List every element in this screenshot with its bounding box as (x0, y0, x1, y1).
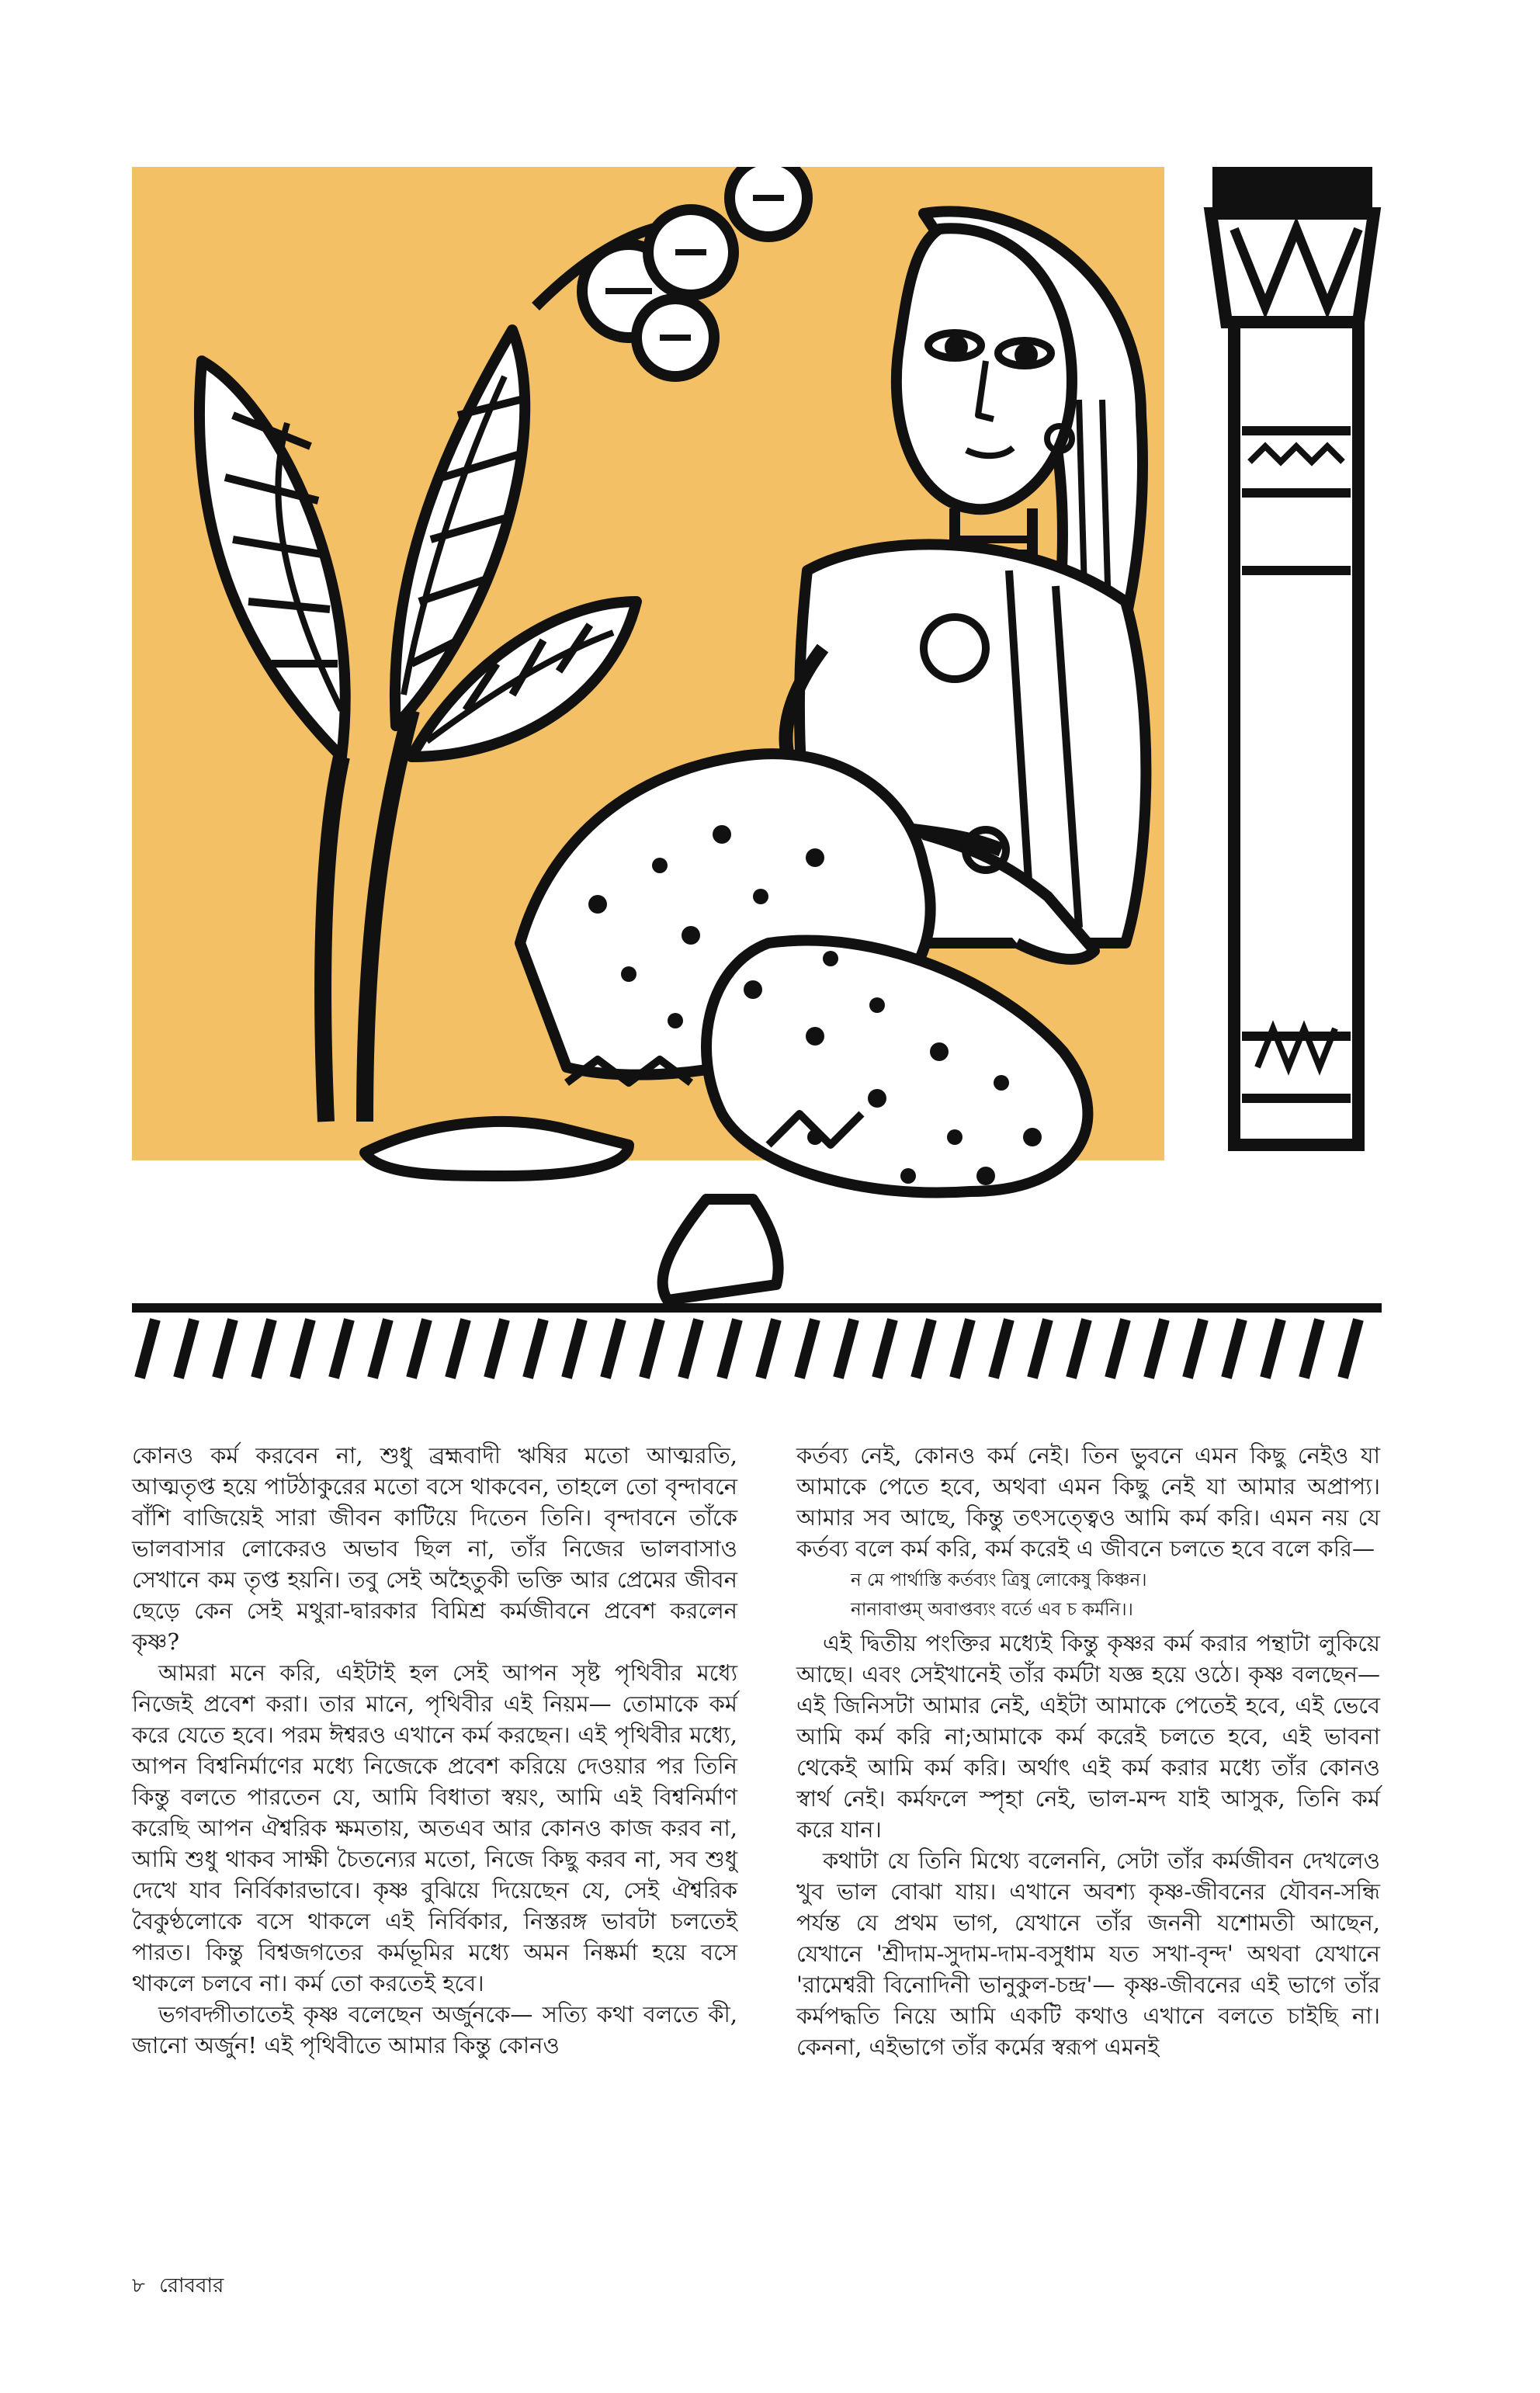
illustration-art (132, 167, 1382, 1386)
page-footer (132, 2274, 224, 2298)
verse-line-1: ন মে পার্থাস্তি কর্তব্যং ত্রিষু লোকেষু কিঞ্চন। (851, 1570, 1147, 1590)
gita-verse (796, 1566, 1380, 1625)
left-paragraph-1: কোনও কর্ম করবেন না, শুধু ব্রহ্মবাদী ঋষির মতো আত্মরতি, আত্মতৃপ্ত হয়ে পাটঠাকুরের মতো বসে থাকবেন, তাহলে তো বৃন্দাবনে বাঁশি বাজিয়েই সারা জীবন কাটিয়ে দিতেন তিনি। বৃন্দাবনে তাঁকে ভালবাসার লোকেরও অভাব ছিল না, তাঁর নিজের ভালবাসাও সেখানে কম তৃপ্ত হয়নি। তবু সেই অহৈতুকী ভক্তি আর প্রেমের জীবন ছেড়ে কেন সেই মথুরা-দ্বারকার বিমিশ্র কর্মজীবনে প্রবেশ করলেন কৃষ্ণ? (132, 1442, 737, 1655)
left-paragraph-2: আমরা মনে করি, এইটাই হল সেই আপন সৃষ্ট পৃথিবীর মধ্যে নিজেই প্রবেশ করা। তার মানে, পৃথিবীর এই নিয়ম— তোমাকে কর্ম করে যেতে হবে। পরম ঈশ্বরও এখানে কর্ম করছেন। এই পৃথিবীর মধ্যে, আপন বিশ্বনির্মাণের মধ্যে নিজেকে প্রবেশ করিয়ে দেওয়ার পর তিনি কিন্তু বলতে পারতেন যে, আমি বিধাতা স্বয়ং, আমি এই বিশ্বনির্মাণ করেছি আপন ঐশ্বরিক ক্ষমতায়, অতএব আর কোনও কাজ করব না, আমি শুধু থাকব সাক্ষী চৈতন্যের মতো, নিজে কিছু করব না, সব শুধু দেখে যাব নির্বিকারভাবে। কৃষ্ণ বুঝিয়ে দিয়েছেন যে, সেই ঐশ্বরিক বৈকুণ্ঠলোকে বসে থাকলে এই নির্বিকার, নিস্তরঙ্গ ভাবটা চলতেই পারত। কিন্তু বিশ্বজগতের কর্মভূমির মধ্যে অমন নিষ্কর্মা হয়ে বসে থাকলে চলবে না। কর্ম তো করতেই হবে। (132, 1659, 737, 1996)
right-paragraph-1: এই দ্বিতীয় পংক্তির মধ্যেই কিন্তু কৃষ্ণর কর্ম করার পন্থাটা লুকিয়ে আছে। এবং সেইখানেই তাঁর কর্মটা যজ্ঞ হয়ে ওঠে। কৃষ্ণ বলছেন— এই জিনিসটা আমার নেই, এইটা আমাকে পেতেই হবে, এই ভেবে আমি কর্ম করি না;আমাকে কর্ম করেই চলতে হবে, এই ভাবনা থেকেই আমি কর্ম করি। অর্থাৎ এই কর্ম করার মধ্যে তাঁর কোনও স্বার্থ নেই। কর্মফলে স্পৃহা নেই, ভাল-মন্দ যাই আসুক, তিনি কর্ম করে যান। (796, 1630, 1380, 1843)
cover-illustration (132, 167, 1382, 1386)
right-intro: কর্তব্য নেই, কোনও কর্ম নেই। তিন ভুবনে এমন কিছু নেইও যা আমাকে পেতে হবে, অথবা এমন কিছু নেই যা আমার অপ্রাপ্য। আমার সব আছে, কিন্তু তৎসত্ত্বেও আমি কর্ম করি। এমন নয় যে কর্তব্য বলে কর্ম করি, কর্ম করেই এ জীবনে চলতে হবে বলে করি— (796, 1442, 1380, 1562)
right-column (796, 1440, 1380, 2062)
right-paragraph-2: কথাটা যে তিনি মিথ্যে বলেননি, সেটা তাঁর কর্মজীবন দেখলেও খুব ভাল বোঝা যায়। এখানে অবশ্য কৃষ্ণ-জীবনের যৌবন-সন্ধি পর্যন্ত যে প্রথম ভাগ, যেখানে তাঁর জননী যশোমতী আছেন, যেখানে 'শ্রীদাম-সুদাম-দাম-বসুধাম যত সখা-বৃন্দ' অথবা যেখানে 'রামেশ্বরী বিনোদিনী ভানুকুল-চন্দ্র'— কৃষ্ণ-জীবনের এই ভাগে তাঁর কর্মপদ্ধতি নিয়ে আমি একটি কথাও এখানে বলতে চাইছি না। কেননা, এইভাগে তাঁর কর্মের স্বরূপ এমনই (796, 1847, 1380, 2060)
section-name: রোববার (159, 2274, 224, 2298)
page-number: ৮ (132, 2274, 145, 2298)
verse-line-2: নানাবাপ্তম্ অবাপ্তব্যং বর্তে এব চ কর্মনি।। (851, 1600, 1133, 1620)
left-column (132, 1440, 737, 2061)
left-paragraph-3: ভগবদ্গীতাতেই কৃষ্ণ বলেছেন অর্জুনকে— সত্যি কথা বলতে কী, জানো অর্জুন! এই পৃথিবীতে আমার কিন্তু কোনও (132, 2001, 737, 2058)
pillar (1211, 167, 1374, 1145)
